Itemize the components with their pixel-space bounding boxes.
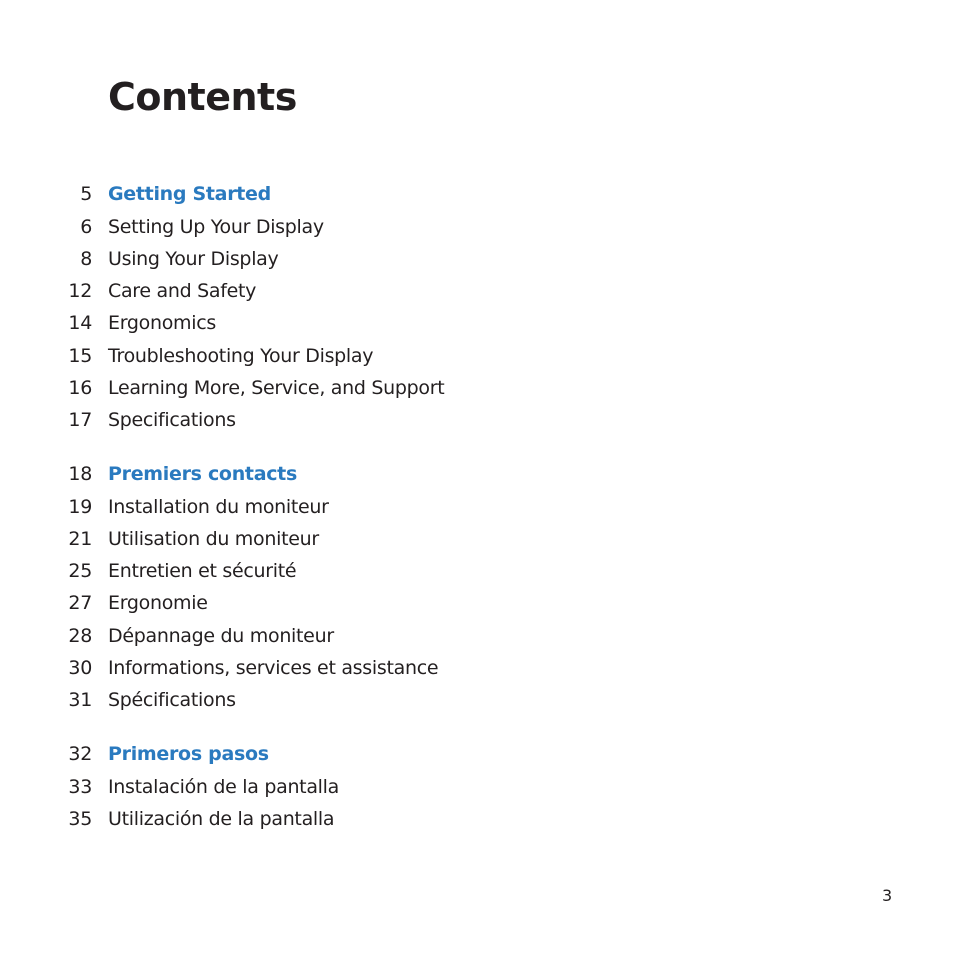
toc-item[interactable]	[0, 687, 700, 713]
toc-section-premiers-contacts[interactable]	[0, 461, 700, 487]
toc-item-label: Instalación de la pantalla	[108, 776, 339, 798]
toc-item[interactable]	[0, 246, 700, 272]
toc-item[interactable]	[0, 558, 700, 584]
toc-page-number: 18	[68, 463, 92, 485]
toc-page-number: 28	[68, 625, 92, 647]
toc-section-heading: Premiers contacts	[108, 463, 297, 485]
toc-item[interactable]	[0, 343, 700, 369]
toc-page-number: 14	[68, 312, 92, 334]
toc-item[interactable]	[0, 590, 700, 616]
toc-page-number: 30	[68, 657, 92, 679]
toc-page-number: 32	[68, 743, 92, 765]
toc-page-number: 19	[68, 496, 92, 518]
toc-page-number: 35	[68, 808, 92, 830]
toc-page-number: 21	[68, 528, 92, 550]
toc-item-label: Spécifications	[108, 689, 236, 711]
toc-page-number: 6	[80, 216, 92, 238]
toc-page-number: 12	[68, 280, 92, 302]
toc-page-number: 15	[68, 345, 92, 367]
toc-item-label: Troubleshooting Your Display	[108, 345, 374, 367]
toc-item[interactable]	[0, 214, 700, 240]
toc-item[interactable]	[0, 494, 700, 520]
toc-item-label: Ergonomie	[108, 592, 208, 614]
toc-section-getting-started[interactable]	[0, 181, 700, 207]
toc-item-label: Using Your Display	[108, 248, 279, 270]
toc-item[interactable]	[0, 407, 700, 433]
toc-item[interactable]	[0, 655, 700, 681]
toc-item[interactable]	[0, 623, 700, 649]
toc-item-label: Learning More, Service, and Support	[108, 377, 445, 399]
toc-page-number: 33	[68, 776, 92, 798]
toc-item-label: Ergonomics	[108, 312, 216, 334]
toc-item-label: Utilización de la pantalla	[108, 808, 335, 830]
toc-page-number: 16	[68, 377, 92, 399]
toc-page-number: 31	[68, 689, 92, 711]
toc-item-label: Installation du moniteur	[108, 496, 329, 518]
toc-item-label: Entretien et sécurité	[108, 560, 297, 582]
toc-item[interactable]	[0, 375, 700, 401]
toc-item-label: Specifications	[108, 409, 236, 431]
toc-item[interactable]	[0, 806, 700, 832]
toc-section-heading: Primeros pasos	[108, 743, 269, 765]
toc-item[interactable]	[0, 310, 700, 336]
toc-page-number: 8	[80, 248, 92, 270]
toc-item-label: Informations, services et assistance	[108, 657, 439, 679]
toc-item[interactable]	[0, 278, 700, 304]
toc-item-label: Setting Up Your Display	[108, 216, 324, 238]
toc-item[interactable]	[0, 774, 700, 800]
page-title: Contents	[108, 75, 297, 119]
toc-item-label: Utilisation du moniteur	[108, 528, 319, 550]
toc-item[interactable]	[0, 526, 700, 552]
toc-page-number: 27	[68, 592, 92, 614]
page-number: 3	[882, 886, 892, 905]
toc-page-number: 17	[68, 409, 92, 431]
toc-item-label: Care and Safety	[108, 280, 257, 302]
toc-page-number: 5	[80, 183, 92, 205]
toc-section-primeros-pasos[interactable]	[0, 741, 700, 767]
toc-page-number: 25	[68, 560, 92, 582]
toc-item-label: Dépannage du moniteur	[108, 625, 334, 647]
toc-section-heading: Getting Started	[108, 183, 271, 205]
